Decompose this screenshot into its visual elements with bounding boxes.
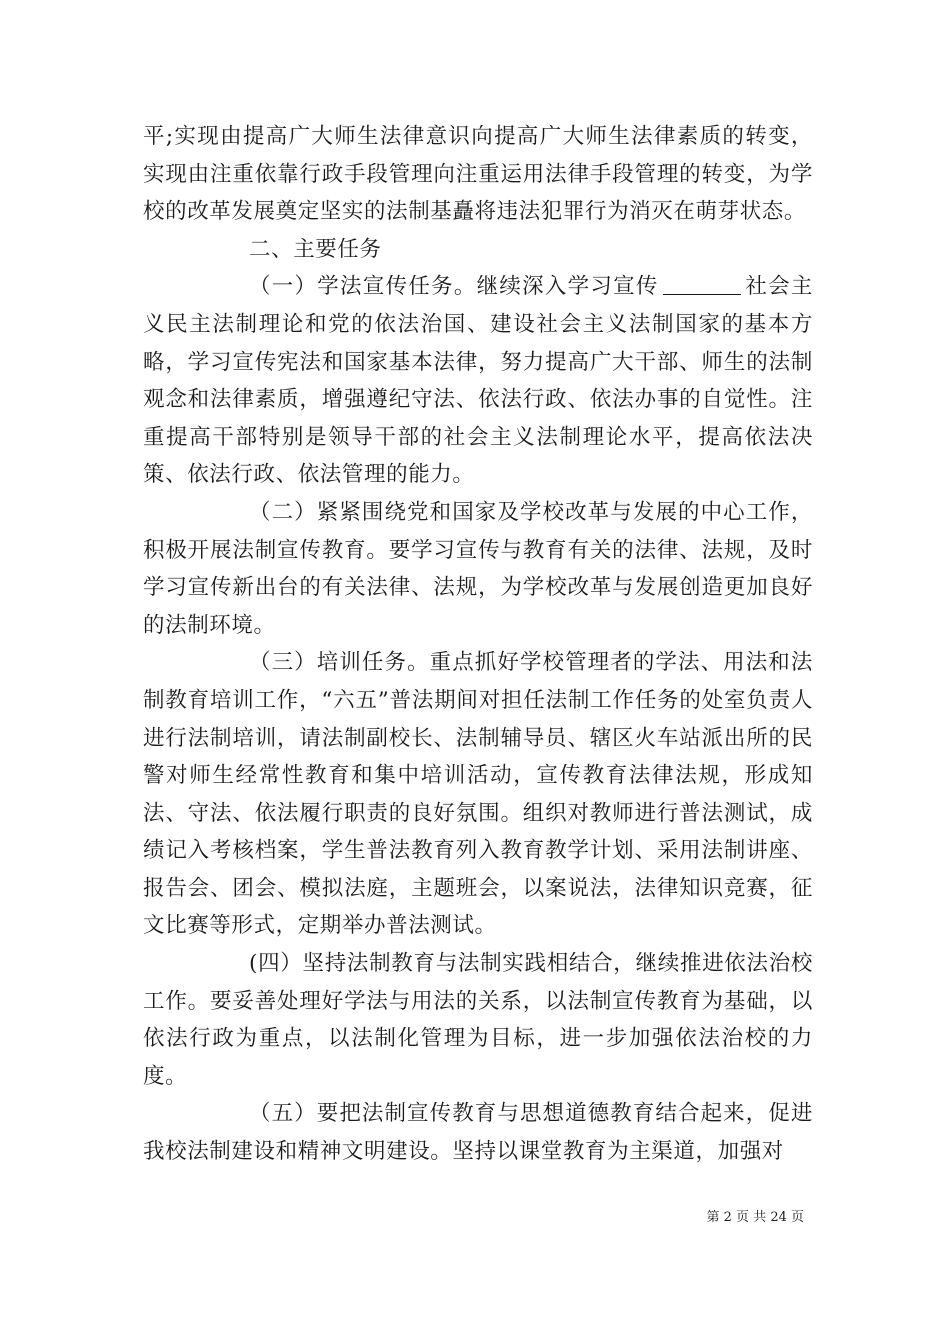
- paragraph-task-1: [143, 268, 813, 494]
- document-body: [143, 118, 813, 1171]
- page-number: 第 2 页 共 24 页: [706, 1210, 804, 1225]
- paragraph-task-4: (四）坚持法制教育与法制实践相结合，继续推进依法治校工作。要妥善处理好学法与用法的关系，以法制宣传教育为基础，以依法行政为重点，以法制化管理为目标，进一步加强依法治校的力度。: [143, 951, 813, 1089]
- paragraph-task-2: （二）紧紧围绕党和国家及学校改革与发展的中心工作，积极开展法制宣传教育。要学习宣传与教育有关的法律、法规，及时学习宣传新出台的有关法律、法规，为学校改革与发展创造更加良好的法制环境。: [143, 499, 813, 638]
- task-1-text-after: 社会主义民主法制理论和党的依法治国、建设社会主义法制国家的基本方略，学习宣传宪法和国家基本法律，努力提高广大干部、师生的法制观念和法律素质，增强遵纪守法、依法行政、依法办事的自觉性。注重提高干部特别是领导干部的社会主义法制理论水平，提高依法决策、依法行政、依法管理的能力。: [143, 274, 813, 488]
- section-heading: 二、主要任务: [249, 236, 382, 262]
- paragraph-continuation: 平;实现由提高广大师生法律意识向提高广大师生法律素质的转变，实现由注重依靠行政手段管理向注重运用法律手段管理的转变，为学校的改革发展奠定坚实的法制基矗将违法犯罪行为消灭在萌芽状态。: [143, 124, 813, 225]
- paragraph-task-3: （三）培训任务。重点抓好学校管理者的学法、用法和法制教育培训工作，“六五”普法期间对担任法制工作任务的处室负责人进行法制培训，请法制副校长、法制辅导员、辖区火车站派出所的民警对师生经常性教育和集中培训活动，宣传教育法律法规，形成知法、守法、依法履行职责的良好氛围。组织对教师进行普法测试，成绩记入考核档案，学生普法教育列入教育教学计划、采用法制讲座、报告会、团会、模拟法庭，主题班会，以案说法，法律知识竞赛，征文比赛等形式，定期举办普法测试。: [143, 650, 813, 939]
- fill-in-blank: [663, 274, 741, 295]
- task-1-text-before: （一）学法宣传任务。继续深入学习宣传: [249, 274, 659, 300]
- paragraph-task-5: （五）要把法制宣传教育与思想道德教育结合起来，促进我校法制建设和精神文明建设。坚持以课堂教育为主渠道，加强对: [143, 1101, 813, 1165]
